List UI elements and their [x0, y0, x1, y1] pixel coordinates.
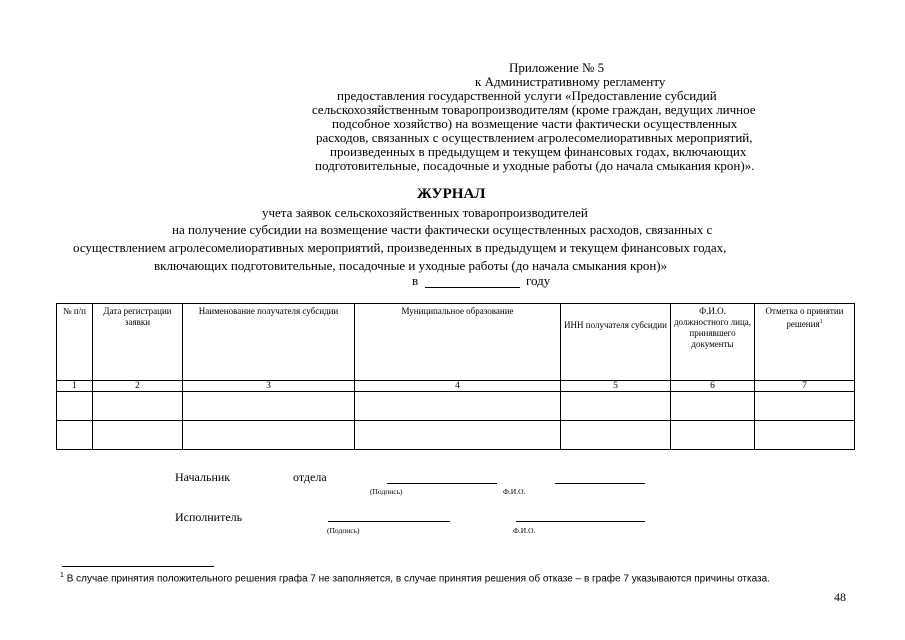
journal-table — [56, 303, 855, 450]
footnote-text: В случае принятия положительного решения графа 7 не заполняется, в случае принятия решения об отказе – в графе 7 указываются причины отказа. — [66, 573, 770, 585]
column-number: 5 — [561, 381, 671, 392]
journal-subtitle-2: на получение субсидии на возмещение части фактически осуществленных расходов, связанных с — [172, 222, 713, 237]
footnote — [60, 572, 770, 584]
column-number: 2 — [93, 381, 183, 392]
executor-fio-caption: Ф.И.О. — [513, 526, 536, 535]
header-cell: Ф.И.О. должностного лица, принявшего документы — [671, 304, 755, 381]
column-number: 3 — [183, 381, 355, 392]
appendix-line-6: расходов, связанных с осуществлением агролесомелиоративных мероприятий, — [316, 130, 753, 145]
table-cell[interactable] — [561, 392, 671, 421]
header-cell: № п/п — [57, 304, 93, 381]
table-cell[interactable] — [755, 421, 855, 450]
column-number: 1 — [57, 381, 93, 392]
journal-title: ЖУРНАЛ — [417, 186, 486, 202]
executor-fio-line[interactable] — [516, 521, 645, 522]
header-cell: Наименование получателя субсидии — [183, 304, 355, 381]
page-number: 48 — [834, 590, 846, 604]
table-header-row — [57, 304, 855, 381]
journal-subtitle-3: осуществлением агролесомелиоративных мероприятий, произведенных в предыдущем и текущем финансовых годах, — [73, 240, 727, 255]
column-number: 7 — [755, 381, 855, 392]
head-label: Начальник — [175, 470, 231, 484]
table-cell[interactable] — [355, 421, 561, 450]
footnote-reference: 1 — [819, 319, 823, 325]
appendix-line-4: сельскохозяйственным товаропроизводителям (кроме граждан, ведущих личное — [312, 102, 756, 117]
year-suffix: году — [526, 273, 551, 288]
header-cell: ИНН получателя субсидии — [561, 304, 671, 381]
appendix-line-1: Приложение № 5 — [509, 60, 605, 75]
department-label: отдела — [293, 470, 327, 484]
appendix-line-7: произведенных в предыдущем и текущем финансовых годах, включающих — [330, 144, 747, 159]
table-cell[interactable] — [93, 421, 183, 450]
head-signature-caption: (Подпись) — [370, 487, 403, 496]
head-signature-line[interactable] — [387, 483, 497, 484]
table-cell[interactable] — [755, 392, 855, 421]
table-cell[interactable] — [671, 421, 755, 450]
head-fio-line[interactable] — [555, 483, 645, 484]
appendix-line-5: подсобное хозяйство) на возмещение части фактически осуществленных — [332, 116, 738, 131]
table-cell[interactable] — [183, 392, 355, 421]
appendix-line-2: к Административному регламенту — [475, 74, 666, 89]
executor-signature-caption: (Подпись) — [327, 526, 360, 535]
header-cell: Муниципальное образование — [355, 304, 561, 381]
table-cell[interactable] — [561, 421, 671, 450]
journal-subtitle-1: учета заявок сельскохозяйственных товаропроизводителей — [262, 205, 588, 220]
table-cell[interactable] — [57, 392, 93, 421]
table-row — [57, 392, 855, 421]
column-number: 4 — [355, 381, 561, 392]
table-cell[interactable] — [183, 421, 355, 450]
table-cell[interactable] — [93, 392, 183, 421]
executor-label: Исполнитель — [175, 510, 243, 524]
table-cell[interactable] — [355, 392, 561, 421]
head-fio-caption: Ф.И.О. — [503, 487, 526, 496]
appendix-line-8: подготовительные, посадочные и уходные работы (до начала смыкания крон)». — [315, 158, 755, 173]
footnote-mark: 1 — [60, 572, 64, 579]
table-cell[interactable] — [671, 392, 755, 421]
journal-subtitle-4: включающих подготовительные, посадочные и уходные работы (до начала смыкания крон)» — [154, 258, 668, 273]
year-blank-line[interactable] — [425, 287, 520, 288]
header-cell — [755, 304, 855, 381]
table-row — [57, 421, 855, 450]
table-number-row — [57, 381, 855, 392]
appendix-line-3: предоставления государственной услуги «Предоставление субсидий — [337, 88, 717, 103]
header-cell-text: Отметка о принятии решения — [765, 306, 844, 329]
column-number: 6 — [671, 381, 755, 392]
footnote-divider — [62, 566, 214, 567]
executor-signature-line[interactable] — [328, 521, 450, 522]
year-prefix: в — [412, 273, 419, 288]
table-cell[interactable] — [57, 421, 93, 450]
header-cell: Дата регистрации заявки — [93, 304, 183, 381]
